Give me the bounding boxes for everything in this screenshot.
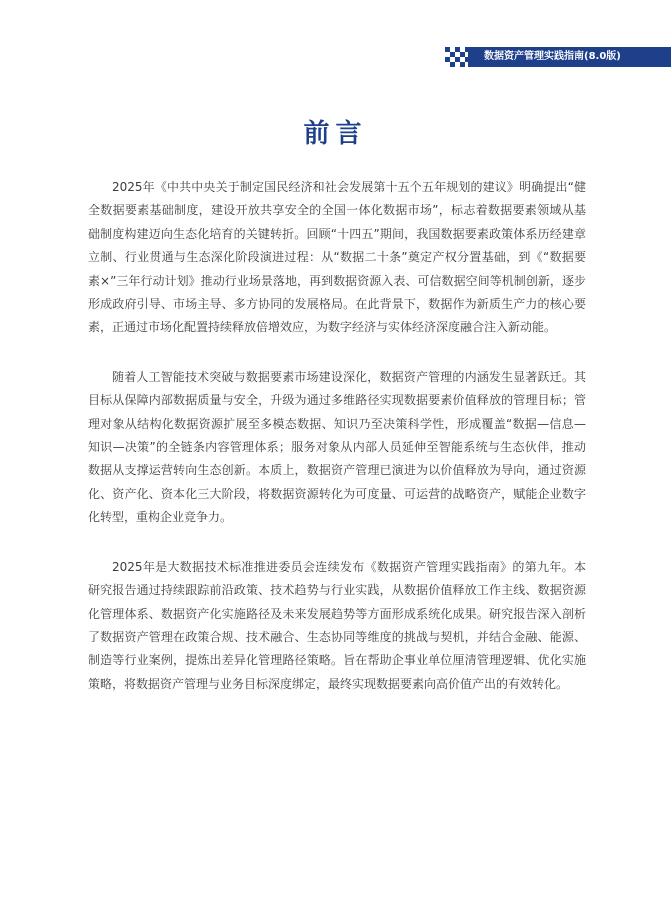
paragraph-2: 随着人工智能技术突破与数据要素市场建设深化，数据资产管理的内涵发生显著跃迁。其目标从保障内部数据质量与安全，升级为通过多维路径实现数据要素价值释放的管理目标；管理对象从结构化数据资源扩展至多模态数据、知识乃至决策科学性，形成覆盖“数据—信息—知识—决策”的全链条内容管理体系；服务对象从内部人员延伸至智能系统与生态伙伴，推动数据从支撑运营转向生态创新。本质上，数据资产管理已演进为以价值释放为导向，通过资源化、资产化、资本化三大阶段，将数据资源转化为可度量、可运营的战略资产，赋能企业数字化转型，重构企业竞争力。	[88, 369, 586, 525]
page-title: 前言	[303, 119, 368, 149]
running-title: 数据资产管理实践指南(8.0版)	[484, 51, 621, 62]
paragraph-3: 2025年是大数据技术标准推进委员会连续发布《数据资产管理实践指南》的第九年。本研究报告通过持续跟踪前沿政策、技术趋势与行业实践，从数据价值释放工作主线、数据资源化管理体系、数据资产化实施路径及未来发展趋势等方面形成系统化成果。研究报告深入剖析了数据资产管理在政策合规、技术融合、生态协同等维度的挑战与契机，并结合金融、能源、制造等行业案例，提炼出差异化管理路径策略。旨在帮助企事业单位厘清管理逻辑、优化实施策略，将数据资产管理与业务目标深度绑定，最终实现数据要素向高价值产出的有效转化。	[88, 559, 586, 691]
body-text	[88, 176, 586, 722]
paragraph-1: 2025年《中共中央关于制定国民经济和社会发展第十五个五年规划的建议》明确提出“健全数据要素基础制度，建设开放共享安全的全国一体化数据市场”，标志着数据要素领域从基础制度构建迈向生态化培育的关键转折。回顾“十四五”期间，我国数据要素政策体系历经建章立制、行业贯通与生态深化阶段演进过程：从“数据二十条”奠定产权分置基础，到《“数据要素×”三年行动计划》推动行业场景落地，再到数据资源入表、可信数据空间等机制创新，逐步形成政府引导、市场主导、多方协同的发展格局。在此背景下，数据作为新质生产力的核心要素，正通过市场化配置持续释放倍增效应，为数字经济与实体经济深度融合注入新动能。	[88, 180, 586, 335]
